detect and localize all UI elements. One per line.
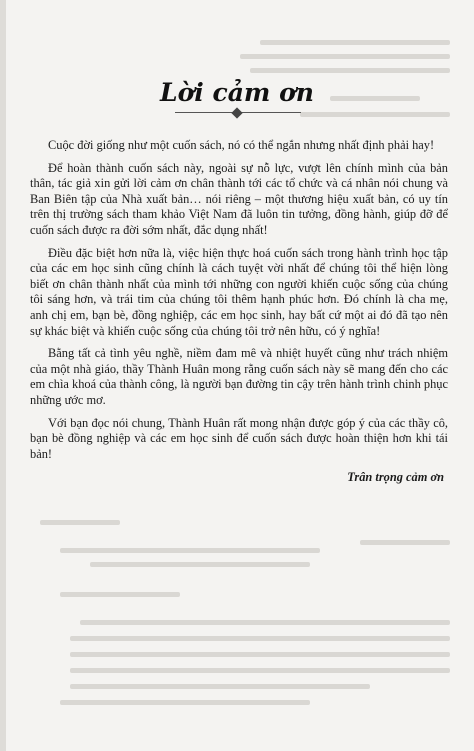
signature: Trân trọng cảm ơn — [347, 470, 444, 484]
title-ornament-rule — [175, 112, 301, 113]
paragraph-thanks-publisher: Để hoàn thành cuốn sách này, ngoài sự nỗ lực, vượt lên chính mình của bản thân, tác giả xin gửi lời cảm ơn chân thành tới các tổ chức và cá nhân nói chung và Ban Biên tập của Nhà xuất bản… nói riêng – một thương hiệu xuất bản, có uy tín trên thị trường sách tham khảo Việt Nam đã luôn tin tưởng, đồng hành, giúp đỡ để cuốn sách được ra đời sớm nhất, đắc dụng nhất! — [30, 160, 448, 237]
paragraph-gratitude-family: Điều đặc biệt hơn nữa là, việc hiện thực hoá cuốn sách trong hành trình học tập của các em học sinh cũng chính là cách tuyệt vời nhất để chúng tôi thể hiện lòng biết ơn chân thành nhất của mình tới những con người khiến cuộc sống của chúng tôi sáng hơn, và trái tim của chúng tôi thêm hạnh phúc hơn. Đó chính là cha mẹ, anh chị em, bạn bè, đồng nghiệp, các em học sinh, hay bất cứ một ai đó đã tạo nên sự khác biệt và khiến cuộc sống của chúng tôi trở nên hữu, có ý nghĩa! — [30, 245, 448, 338]
acknowledgements-body — [30, 138, 448, 469]
paragraph-intro: Cuộc đời giống như một cuốn sách, nó có thể ngắn nhưng nhất định phải hay! — [48, 138, 435, 152]
page-title: Lời cảm ơn — [160, 78, 314, 107]
paragraph-teacher-hope: Bằng tất cả tình yêu nghề, niềm đam mê và nhiệt huyết cũng như trách nhiệm của một nhà giáo, thầy Thành Huân mong rằng cuốn sách này sẽ mang đến cho các em chìa khoá của thành công, là người bạn đường tin cậy trên hành trình chinh phục những ước mơ. — [30, 346, 448, 407]
paragraph-request-feedback: Với bạn đọc nói chung, Thành Huân rất mong nhận được góp ý của các thầy cô, bạn bè đồng nghiệp và các em học sinh để cuốn sách được hoàn thiện hơn khi tái bản! — [30, 415, 448, 461]
